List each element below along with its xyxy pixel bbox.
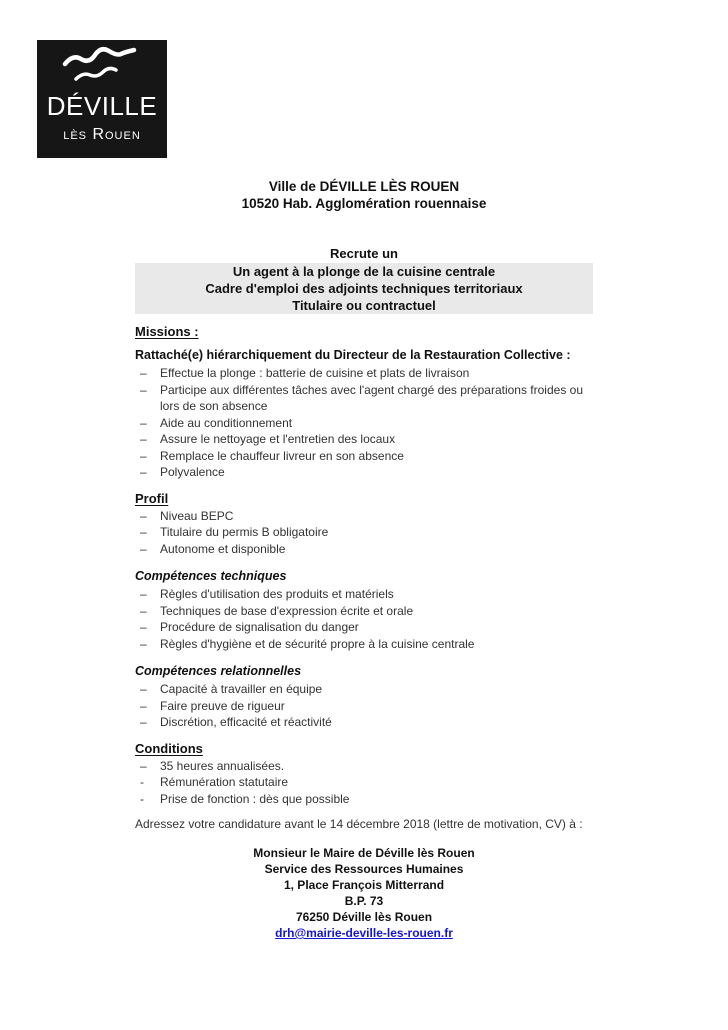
list-item-text: Autonome et disponible bbox=[160, 541, 286, 556]
dash-marker: - bbox=[140, 775, 144, 789]
list-item-text: Niveau BEPC bbox=[160, 508, 234, 523]
dash-marker: – bbox=[140, 448, 147, 463]
address-line: 76250 Déville lès Rouen bbox=[295, 910, 433, 924]
list-item bbox=[135, 758, 593, 775]
relational-skills-list bbox=[135, 681, 593, 731]
technical-skills-list bbox=[135, 586, 593, 652]
list-item bbox=[135, 464, 593, 481]
logo-city-suffix: lès Rouen bbox=[63, 126, 141, 143]
list-item-text: Participe aux différentes tâches avec l'agent chargé des préparations froides ou lors de son absence bbox=[160, 382, 583, 413]
list-item-text: Discrétion, efficacité et réactivité bbox=[160, 715, 332, 729]
email-link[interactable]: drh@mairie-deville-les-rouen.fr bbox=[275, 926, 453, 940]
list-item-text: Aide au conditionnement bbox=[160, 415, 293, 430]
technical-skills-heading: Compétences techniques bbox=[135, 569, 287, 583]
profil-heading: Profil bbox=[135, 490, 169, 506]
relational-skills-heading: Compétences relationnelles bbox=[135, 664, 302, 678]
list-item-text: Rémunération statutaire bbox=[160, 775, 289, 789]
dash-marker: – bbox=[140, 541, 147, 556]
dash-marker: – bbox=[140, 620, 147, 634]
missions-list bbox=[135, 365, 593, 481]
document-content bbox=[135, 0, 593, 941]
missions-heading: Missions : bbox=[135, 324, 199, 339]
dash-marker: – bbox=[140, 432, 147, 446]
list-item bbox=[135, 431, 593, 448]
list-item-text: Prise de fonction : dès que possible bbox=[160, 791, 350, 806]
list-item bbox=[135, 415, 593, 432]
list-item bbox=[135, 698, 593, 715]
list-item bbox=[135, 524, 593, 541]
dash-marker: – bbox=[140, 382, 147, 397]
missions-subheading: Rattaché(e) hiérarchiquement du Directeur de la Restauration Collective : bbox=[135, 348, 571, 362]
dash-marker: – bbox=[140, 758, 147, 773]
banner-line: Titulaire ou contractuel bbox=[292, 298, 436, 313]
dash-marker: – bbox=[140, 508, 147, 523]
address-line: Monsieur le Maire de Déville lès Rouen bbox=[253, 846, 475, 860]
dash-marker: – bbox=[140, 636, 147, 651]
list-item-text: 35 heures annualisées. bbox=[160, 758, 285, 773]
list-item bbox=[135, 774, 593, 791]
address-line: 1, Place François Mitterrand bbox=[283, 878, 445, 892]
list-item bbox=[135, 508, 593, 525]
list-item-text: Effectue la plonge : batterie de cuisine et plats de livraison bbox=[160, 366, 470, 380]
list-item bbox=[135, 541, 593, 558]
document-title-block bbox=[135, 178, 593, 212]
job-title-banner bbox=[135, 263, 593, 314]
list-item-text: Faire preuve de rigueur bbox=[160, 698, 285, 713]
list-item bbox=[135, 586, 593, 603]
list-item bbox=[135, 619, 593, 636]
banner-line: Un agent à la plonge de la cuisine centrale bbox=[232, 264, 496, 279]
dash-marker: – bbox=[140, 715, 147, 729]
list-item-text: Techniques de base d'expression écrite et orale bbox=[160, 603, 414, 618]
conditions-list bbox=[135, 758, 593, 808]
list-item bbox=[135, 791, 593, 808]
address-block bbox=[135, 845, 593, 941]
dash-marker: – bbox=[140, 415, 147, 430]
dash-marker: – bbox=[140, 525, 147, 539]
list-item-text: Polyvalence bbox=[160, 465, 225, 479]
dash-marker: – bbox=[140, 698, 147, 713]
logo-city-name: DÉVILLE bbox=[46, 91, 158, 121]
address-line: B.P. 73 bbox=[344, 894, 384, 908]
list-item-text: Assure le nettoyage et l'entretien des locaux bbox=[160, 432, 396, 446]
list-item-text: Règles d'hygiène et de sécurité propre à la cuisine centrale bbox=[160, 636, 475, 651]
recruit-lead: Recrute un bbox=[330, 246, 398, 261]
list-item bbox=[135, 382, 593, 415]
list-item-text: Remplace le chauffeur livreur en son absence bbox=[160, 448, 404, 463]
application-instruction: Adressez votre candidature avant le 14 décembre 2018 (lettre de motivation, CV) à : bbox=[135, 817, 583, 831]
list-item bbox=[135, 714, 593, 731]
list-item bbox=[135, 365, 593, 382]
dash-marker: - bbox=[140, 791, 144, 806]
dash-marker: – bbox=[140, 465, 147, 479]
list-item bbox=[135, 603, 593, 620]
profil-list bbox=[135, 508, 593, 558]
list-item bbox=[135, 448, 593, 465]
city-subtitle: 10520 Hab. Agglomération rouennaise bbox=[241, 196, 487, 211]
city-title: Ville de DÉVILLE LÈS ROUEN bbox=[268, 179, 460, 194]
list-item-text: Règles d'utilisation des produits et matériels bbox=[160, 587, 394, 601]
list-item-text: Procédure de signalisation du danger bbox=[160, 620, 359, 634]
dash-marker: – bbox=[140, 366, 147, 380]
list-item-text: Titulaire du permis B obligatoire bbox=[160, 525, 329, 539]
dash-marker: – bbox=[140, 603, 147, 618]
dash-marker: – bbox=[140, 682, 147, 696]
list-item bbox=[135, 636, 593, 653]
conditions-heading: Conditions bbox=[135, 740, 203, 756]
dash-marker: – bbox=[140, 587, 147, 601]
address-line: Service des Ressources Humaines bbox=[264, 862, 464, 876]
banner-line: Cadre d'emploi des adjoints techniques territoriaux bbox=[205, 281, 523, 296]
list-item-text: Capacité à travailler en équipe bbox=[160, 682, 323, 696]
list-item bbox=[135, 681, 593, 698]
